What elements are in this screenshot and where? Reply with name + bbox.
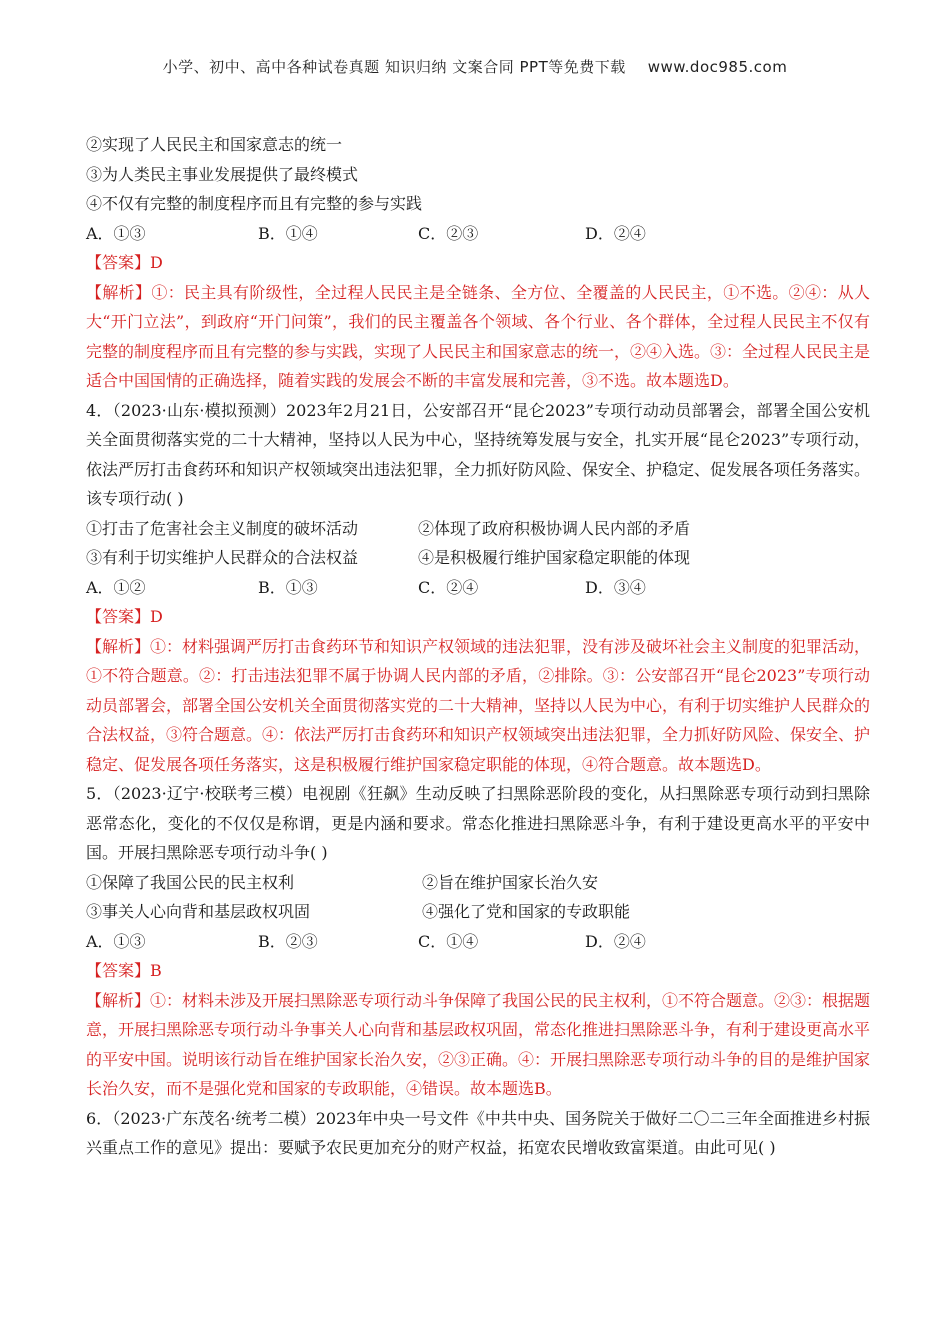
- answer: 【答案】D: [86, 607, 163, 626]
- option-a: A．①③: [86, 223, 146, 243]
- option-b: B．①④: [258, 223, 318, 243]
- page-header: [0, 56, 950, 77]
- option-d: D．②④: [585, 931, 646, 951]
- document-body: [86, 130, 870, 1163]
- statement-2: ②实现了人民民主和国家意志的统一: [86, 135, 343, 154]
- analysis: 【解析】①：材料强调严厉打击食药环节和知识产权领域的违法犯罪，没有涉及破坏社会主义制度的犯罪活动，①不符合题意。②：打击违法犯罪不属于协调人民内部的矛盾，②排除。③：公安部召开“昆仑2023”专项行动动员部署会，部署全国公安机关全面贯彻落实党的二十大精神，坚持以人民为中心，有利于切实维护人民群众的合法权益，③符合题意。④：依法严厉打击食药环和知识产权领域突出违法犯罪，全力抓好防风险、保安全、护稳定、促发展各项任务落实，这是积极履行维护国家稳定职能的体现，④符合题意。故本题选D。: [86, 636, 871, 774]
- statements-row-2: [86, 897, 870, 927]
- statements-row-1: [86, 868, 870, 898]
- question-stem: 4．（2023·山东·模拟预测）2023年2月21日，公安部召开“昆仑2023”专项行动动员部署会，部署全国公安机关全面贯彻落实党的二十大精神，坚持以人民为中心，坚持统筹发展与安全，扎实开展“昆仑2023”专项行动，依法严厉打击食药环和知识产权领域突出违法犯罪，全力抓好防风险、保安全、护稳定、促发展各项任务落实。该专项行动( ): [86, 400, 871, 508]
- option-c: C．①④: [418, 931, 479, 951]
- option-c: C．②③: [418, 223, 479, 243]
- statement-3: ③有利于切实维护人民群众的合法权益: [86, 548, 359, 567]
- question-6: [86, 1104, 870, 1163]
- option-c: C．②④: [418, 577, 479, 597]
- question-4: [86, 396, 870, 780]
- option-d: D．③④: [585, 577, 646, 597]
- statement-4: ④是积极履行维护国家稳定职能的体现: [418, 548, 691, 567]
- statements-row-1: [86, 514, 870, 544]
- header-url[interactable]: www.doc985.com: [647, 58, 788, 76]
- question-3-tail: [86, 130, 870, 396]
- option-a: A．①②: [86, 577, 146, 597]
- question-5: [86, 779, 870, 1104]
- option-b: B．②③: [258, 931, 318, 951]
- statement-1: ①保障了我国公民的民主权利: [86, 872, 295, 892]
- answer: 【答案】D: [86, 253, 163, 272]
- statement-2: ②体现了政府积极协调人民内部的矛盾: [418, 518, 691, 538]
- analysis: 【解析】①：材料未涉及开展扫黑除恶专项行动斗争保障了我国公民的民主权利，①不符合题意。②③：根据题意，开展扫黑除恶专项行动斗争事关人心向背和基层政权巩固，常态化推进扫黑除恶斗争，有利于建设更高水平的平安中国。说明该行动旨在维护国家长治久安，②③正确。④：开展扫黑除恶专项行动斗争的目的是维护国家长治久安，而不是强化党和国家的专政职能，④错误。故本题选B。: [86, 990, 871, 1098]
- options-row: [86, 219, 870, 249]
- question-stem: 6．（2023·广东茂名·统考二模）2023年中央一号文件《中共中央、国务院关于做好二〇二三年全面推进乡村振兴重点工作的意见》提出：要赋予农民更加充分的财产权益，拓宽农民增收致富渠道。由此可见( ): [86, 1108, 870, 1157]
- analysis: 【解析】①：民主具有阶级性，全过程人民民主是全链条、全方位、全覆盖的人民民主，①不选。②④：从人大“开门立法”，到政府“开门问策”，我们的民主覆盖各个领域、各个行业、各个群体，全过程人民民主不仅有完整的制度程序而且有完整的参与实践，实现了人民民主和国家意志的统一，②④入选。③：全过程人民民主是适合中国国情的正确选择，随着实践的发展会不断的丰富发展和完善，③不选。故本题选D。: [86, 282, 871, 390]
- header-text: 小学、初中、高中各种试卷真题 知识归纳 文案合同 PPT等免费下载: [162, 58, 626, 76]
- statement-1: ①打击了危害社会主义制度的破坏活动: [86, 518, 359, 538]
- statement-3: ③为人类民主事业发展提供了最终模式: [86, 164, 359, 184]
- options-row: [86, 927, 870, 957]
- option-d: D．②④: [585, 223, 646, 243]
- statement-4: ④强化了党和国家的专政职能: [422, 902, 631, 921]
- option-b: B．①③: [258, 577, 318, 597]
- statement-2: ②旨在维护国家长治久安: [422, 872, 599, 892]
- options-row: [86, 573, 870, 603]
- option-a: A．①③: [86, 931, 146, 951]
- question-stem: 5．（2023·辽宁·校联考三模）电视剧《狂飙》生动反映了扫黑除恶阶段的变化，从扫黑除恶专项行动到扫黑除恶常态化，变化的不仅仅是称谓，更是内涵和要求。常态化推进扫黑除恶斗争，有利于建设更高水平的平安中国。开展扫黑除恶专项行动斗争( ): [86, 784, 870, 862]
- statements-row-2: [86, 543, 870, 573]
- answer: 【答案】B: [86, 961, 162, 980]
- statement-4: ④不仅有完整的制度程序而且有完整的参与实践: [86, 194, 423, 213]
- statement-3: ③事关人心向背和基层政权巩固: [86, 902, 311, 921]
